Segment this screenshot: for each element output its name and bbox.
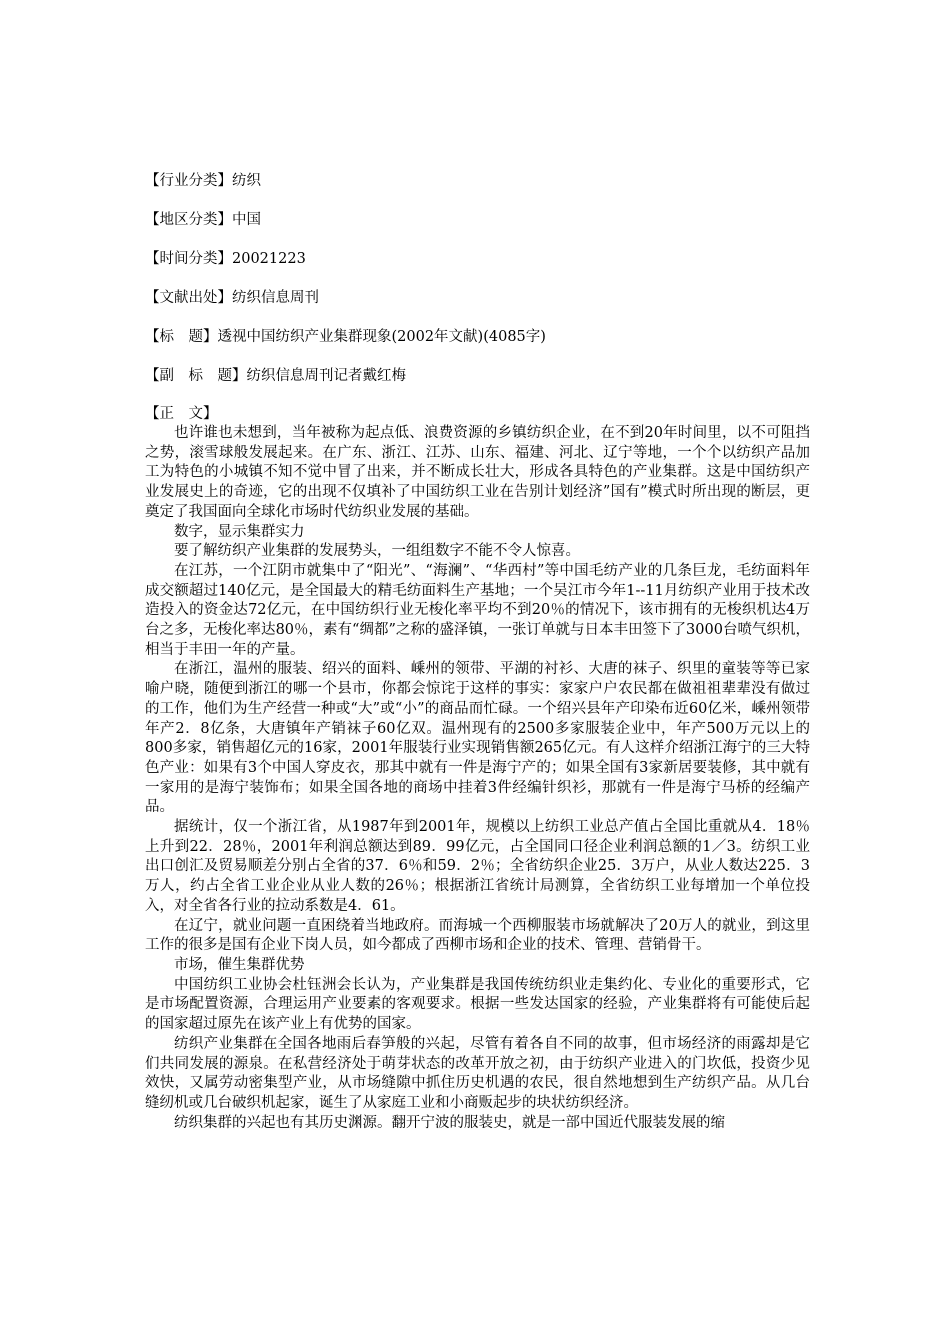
paragraph: 纺织产业集群在全国各地雨后春笋般的兴起，尽管有着各自不同的故事，但市场经济的雨露却是它们共同发展的源泉。在私营经济处于萌芽状态的改革开放之初，由于纺织产业进入的门坎低，投资少见效快，又属劳动密集型产业，从市场缝隙中抓住历史机遇的农民，很自然地想到生产纺织产品。从几台缝纫机或几台破织机起家，诞生了从家庭工业和小商贩起步的块状纺织经济。 (145, 1035, 810, 1111)
body-label: 【正 文】 (145, 406, 218, 422)
meta-title (145, 326, 810, 348)
paragraph: 在辽宁，就业问题一直困绕着当地政府。而海城一个西柳服装市场就解决了20万人的就业，到这里工作的很多是国有企业下岗人员，如今都成了西柳市场和企业的技术、管理、营销骨干。 (145, 917, 810, 954)
meta-time (145, 248, 810, 270)
paragraph: 在浙江，温州的服装、绍兴的面料、嵊州的领带、平湖的衬衫、大唐的袜子、织里的童装等等已家喻户晓，随便到浙江的哪一个县市，你都会惊诧于这样的事实：家家户户农民都在做祖祖辈辈没有做过的工作，他们为生产经营一种或“大”或“小”的商品而忙碌。一个绍兴县年产印染布近60亿米，嵊州领带年产2．8亿条，大唐镇年产销袜子60亿双。温州现有的2500多家服装企业中，年产500万元以上的800多家，销售超亿元的16家，2001年服装行业实现销售额265亿元。有人这样介绍浙江海宁的三大特色产业：如果有3个中国人穿皮衣，那其中就有一件是海宁产的；如果全国有3家新居要装修，其中就有一家用的是海宁装饰布；如果全国各地的商场中挂着3件经编针织衫，那就有一件是海宁马桥的经编产品。 (145, 661, 810, 816)
meta-region (145, 209, 810, 231)
paragraph: 也许谁也未想到，当年被称为起点低、浪费资源的乡镇纺织企业，在不到20年时间里，以不可阻挡之势，滚雪球般发展起来。在广东、浙江、江苏、山东、福建、河北、辽宁等地，一个个以纺织产品加工为特色的小城镇不知不觉中冒了出来，并不断成长壮大，形成各具特色的产业集群。这是中国纺织产业发展史上的奇迹，它的出现不仅填补了中国纺织工业在告别计划经济”国有”模式时所出现的断层，更奠定了我国面向全球化市场时代纺织业发展的基础。 (145, 425, 810, 520)
meta-label: 【副 标 题】 (145, 368, 247, 384)
paragraph: 中国纺织工业协会杜钰洲会长认为，产业集群是我国传统纺织业走集约化、专业化的重要形式，它是市场配置资源，合理运用产业要素的客观要求。根据一些发达国家的经验，产业集群将有可能使后起的国家超过原先在该产业上有优势的国家。 (145, 976, 810, 1033)
meta-label: 【标 题】 (145, 329, 218, 345)
paragraph: 要了解纺织产业集群的发展势头，一组组数字不能不令人惊喜。 (174, 543, 580, 560)
meta-value: 透视中国纺织产业集群现象(2002年文献)(4085字) (217, 329, 546, 345)
paragraph: 据统计，仅一个浙江省，从1987年到2001年，规模以上纺织工业总产值占全国比重就从4．18％上升到22．28％，2001年利润总额达到89．99亿元，占全国同口径企业利润总额的1／3。纺织工业出口创汇及贸易顺差分别占全省的37．6％和59．2％；全省纺织企业25．3万户，从业人数达225．3万人，约占全省工业企业从业人数的26％；根据浙江省统计局测算，全省纺织工业每增加一个单位投入，对全省各行业的拉动系数是4．61。 (145, 819, 810, 914)
paragraph: 在江苏，一个江阴市就集中了“阳光”、“海澜”、“华西村”等中国毛纺产业的几条巨龙，毛纺面料年成交额超过140亿元，是全国最大的精毛纺面料生产基地；一个吴江市今年1--11月纺织产业用于技术改造投入的资金达72亿元，在中国纺织行业无梭化率平均不到20％的情况下，该市拥有的无梭织机达4万台之多，无梭化率达80％，素有“绸都”之称的盛泽镇，一张订单就与日本丰田签下了3000台喷气织机，相当于丰田一年的产量。 (145, 562, 810, 658)
meta-subtitle (145, 365, 810, 387)
meta-value: 纺织 (232, 173, 261, 189)
meta-value: 中国 (232, 212, 261, 228)
meta-label: 【文献出处】 (145, 290, 232, 306)
meta-value: 纺织信息周刊 (232, 290, 319, 306)
meta-value: 20021223 (232, 251, 306, 267)
article-body (145, 424, 810, 1133)
meta-source (145, 287, 810, 309)
meta-value: 纺织信息周刊记者戴红梅 (246, 368, 406, 384)
section-heading: 数字，显示集群实力 (174, 523, 305, 540)
document-page (145, 170, 810, 1133)
meta-industry (145, 170, 810, 192)
meta-label: 【行业分类】 (145, 173, 232, 189)
section-heading: 市场，催生集群优势 (174, 956, 305, 973)
paragraph: 纺织集群的兴起也有其历史渊源。翻开宁波的服装史，就是一部中国近代服装发展的缩 (174, 1114, 725, 1131)
meta-label: 【时间分类】 (145, 251, 232, 267)
meta-label: 【地区分类】 (145, 212, 232, 228)
